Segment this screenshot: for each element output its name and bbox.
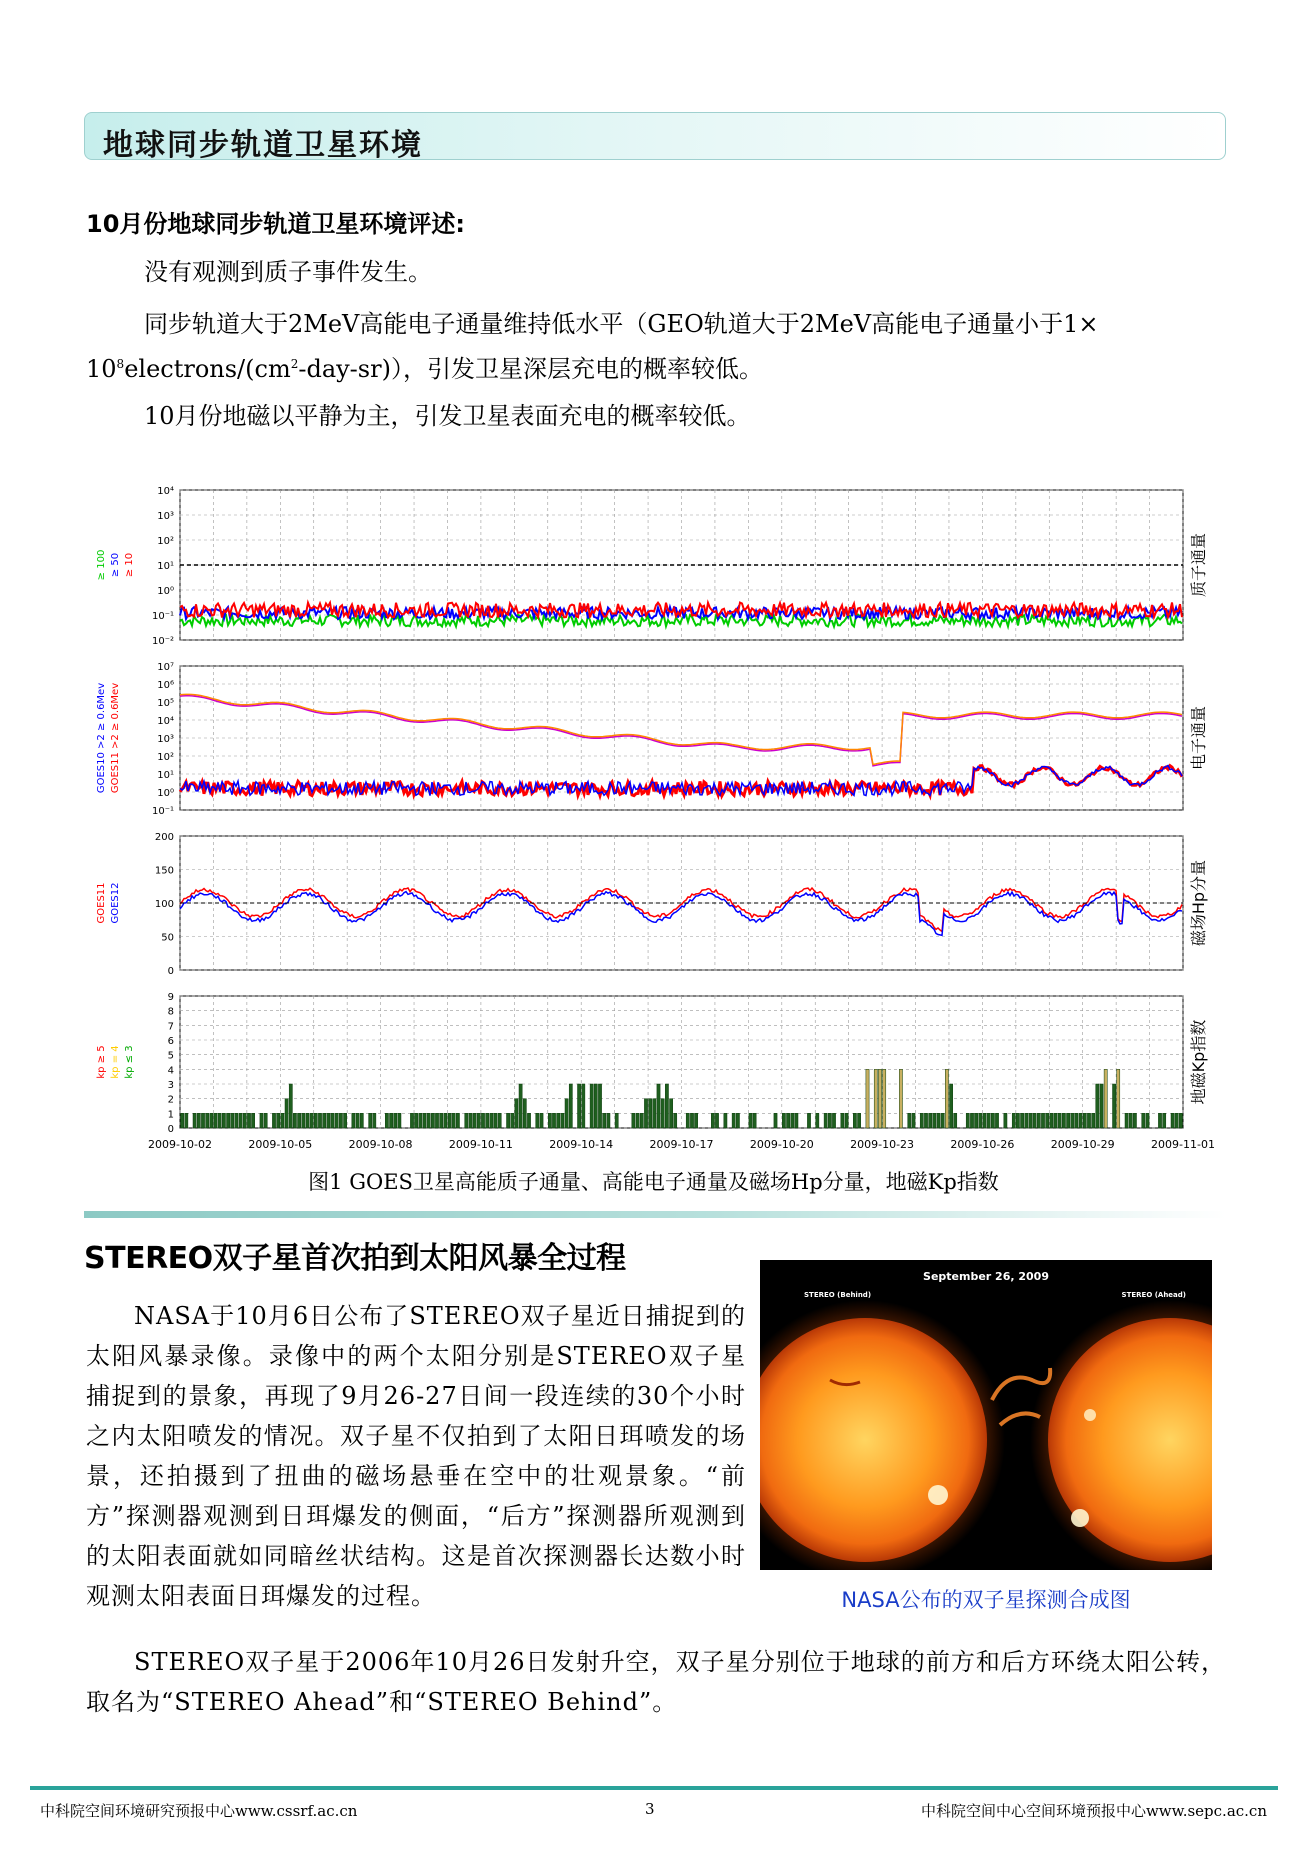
kp-bar	[369, 1113, 372, 1128]
kp-bar	[987, 1113, 990, 1128]
kp-bar	[356, 1113, 359, 1128]
kp-bar	[456, 1113, 459, 1128]
x-date-label: 2009-10-23	[850, 1138, 915, 1151]
kp-bar	[390, 1113, 393, 1128]
kp-bar	[598, 1084, 601, 1128]
x-date-label: 2009-10-02	[148, 1138, 212, 1151]
kp-bar	[991, 1113, 994, 1128]
kp-bar	[552, 1113, 555, 1128]
kp-bar	[277, 1113, 280, 1128]
kp-bar	[511, 1113, 514, 1128]
goes-figure	[84, 480, 1224, 1160]
kp-bar	[853, 1113, 856, 1128]
kp-bar	[293, 1113, 296, 1128]
kp-bar	[640, 1113, 643, 1128]
y-tick-label: 10⁻¹	[151, 806, 174, 817]
stereo-paragraph-2: STEREO双子星于2006年10月26日发射升空，双子星分别位于地球的前方和后方环绕太阳公转，取名为“STEREO Ahead”和“STEREO Behind”。	[86, 1648, 1226, 1716]
kp-bar	[1171, 1113, 1174, 1128]
section-divider	[84, 1211, 1226, 1218]
kp-bar	[486, 1113, 489, 1128]
y-tick-label: 10⁰	[157, 586, 174, 597]
photo-label-behind: STEREO (Behind)	[804, 1291, 872, 1299]
kp-bar	[523, 1099, 526, 1128]
kp-bar	[945, 1069, 948, 1128]
panel-legend-entry: GOES11	[96, 882, 107, 924]
y-tick-label: 10⁴	[157, 716, 174, 727]
y-tick-label: 10⁰	[157, 788, 174, 799]
kp-bar	[272, 1113, 275, 1128]
kp-bar	[448, 1113, 451, 1128]
kp-bar	[653, 1099, 656, 1128]
kp-bar	[644, 1099, 647, 1128]
kp-bar	[540, 1113, 543, 1128]
kp-bar	[670, 1099, 673, 1128]
kp-bar	[632, 1113, 635, 1128]
review-heading: 10月份地球同步轨道卫星环境评述:	[86, 210, 465, 238]
y-tick-label: 10³	[157, 511, 174, 522]
kp-bar	[924, 1113, 927, 1128]
kp-bar	[975, 1113, 978, 1128]
kp-bar	[1054, 1113, 1057, 1128]
kp-bar	[444, 1113, 447, 1128]
y-tick-label: 10⁻²	[151, 636, 174, 647]
panel-right-label: 质子通量	[1189, 532, 1208, 598]
kp-bar	[970, 1113, 973, 1128]
kp-bar	[423, 1113, 426, 1128]
kp-bar	[515, 1099, 518, 1128]
kp-bar	[431, 1113, 434, 1128]
x-date-label: 2009-10-11	[448, 1138, 513, 1151]
panel-legend-entry: kp ≤ 3	[124, 1045, 135, 1079]
kp-bar	[1058, 1113, 1061, 1128]
kp-bar	[1129, 1113, 1132, 1128]
kp-bar	[285, 1099, 288, 1128]
sun-ahead-small-spot	[1084, 1409, 1096, 1421]
kp-bar	[548, 1113, 551, 1128]
kp-bar	[749, 1113, 752, 1128]
kp-bar	[695, 1113, 698, 1128]
kp-bar	[661, 1099, 664, 1128]
kp-bar	[239, 1113, 242, 1128]
kp-bar	[858, 1113, 861, 1128]
y-tick-label: 10²	[157, 752, 174, 763]
review-paragraph-1: 没有观测到质子事件发生。	[144, 258, 432, 286]
kp-bar	[791, 1113, 794, 1128]
kp-bar	[298, 1113, 301, 1128]
y-tick-label: 6	[167, 1036, 174, 1047]
y-tick-label: 0	[167, 1124, 174, 1135]
kp-bar	[281, 1113, 284, 1128]
kp-bar	[264, 1113, 267, 1128]
kp-bar	[736, 1113, 739, 1128]
figure-caption: 图1 GOES卫星高能质子通量、高能电子通量及磁场Hp分量，地磁Kp指数	[308, 1170, 999, 1194]
kp-bar	[1142, 1113, 1145, 1128]
flux-exponent: 8	[116, 357, 125, 371]
panel-right-label: 地磁Kp指数	[1189, 1019, 1208, 1105]
kp-bar	[314, 1113, 317, 1128]
x-date-label: 2009-10-20	[749, 1138, 814, 1151]
kp-bar	[557, 1113, 560, 1128]
kp-bar	[465, 1113, 468, 1128]
panel-legend-entry: ≥ 10	[124, 552, 135, 578]
kp-bar	[832, 1113, 835, 1128]
sun-images	[760, 1260, 1212, 1570]
kp-bar	[1079, 1113, 1082, 1128]
panel-legend-entry: kp = 4	[110, 1045, 121, 1079]
photo-caption: NASA公布的双子星探测合成图	[841, 1588, 1131, 1612]
kp-bar	[339, 1113, 342, 1128]
kp-bar	[603, 1113, 606, 1128]
y-tick-label: 10⁴	[157, 486, 174, 497]
kp-bar	[201, 1113, 204, 1128]
kp-bar	[231, 1113, 234, 1128]
kp-bar	[950, 1084, 953, 1128]
flux-unit: electrons/(cm	[124, 355, 291, 383]
kp-bar	[866, 1069, 869, 1128]
kp-bar	[657, 1084, 660, 1128]
kp-bar	[427, 1113, 430, 1128]
kp-bar	[828, 1113, 831, 1128]
y-tick-label: 10²	[157, 536, 174, 547]
kp-bar	[235, 1113, 238, 1128]
panel-legend-entry: ≥ 50	[110, 552, 121, 578]
kp-bar	[954, 1113, 957, 1128]
y-tick-label: 150	[154, 865, 174, 877]
kp-bar	[1041, 1113, 1044, 1128]
kp-bar	[1104, 1069, 1107, 1128]
unit-exponent: 2	[290, 357, 299, 371]
panel-legend-entry: GOES10 >2 ≥ 0.6Mev	[96, 682, 107, 794]
footer-left: 中科院空间环境研究预报中心www.cssrf.ac.cn	[40, 1802, 358, 1820]
kp-bar	[1004, 1113, 1007, 1128]
kp-bar	[878, 1069, 881, 1128]
y-tick-label: 0	[167, 966, 174, 977]
kp-bar	[594, 1084, 597, 1128]
kp-bar	[1179, 1113, 1182, 1128]
kp-bar	[578, 1084, 581, 1128]
kp-bar	[477, 1113, 480, 1128]
kp-bar	[824, 1113, 827, 1128]
kp-bar	[252, 1113, 255, 1128]
kp-bar	[582, 1084, 585, 1128]
y-tick-label: 10³	[157, 734, 174, 745]
y-tick-label: 10¹	[157, 561, 174, 572]
stereo-paragraph: NASA于10月6日公布了STEREO双子星近日捕捉到的太阳风暴录像。录像中的两个太阳分别是STEREO双子星捕捉到的景象，再现了9月26-27日间一段连续的30个小时之内太阳喷发的情况。双子星不仅拍到了太阳日珥喷发的场景，还拍摄到了扭曲的磁场悬垂在空中的壮观景象。“前方”探测器观测到日珥爆发的侧面，“后方”探测器所观测到的太阳表面就如同暗丝状结构。这是首次探测器长达数小时观测太阳表面日珥爆发的过程。	[86, 1302, 746, 1610]
kp-bar	[615, 1113, 618, 1128]
kp-bar	[1092, 1113, 1095, 1128]
y-tick-label: 4	[167, 1065, 174, 1077]
y-tick-label: 1	[167, 1109, 174, 1121]
sun-ahead-bright-spot	[1071, 1509, 1089, 1527]
kp-bar	[569, 1084, 572, 1128]
kp-bar	[1075, 1113, 1078, 1128]
footer-right: 中科院空间中心空间环境预报中心www.sepc.ac.cn	[920, 1802, 1267, 1820]
kp-bar	[507, 1113, 510, 1128]
kp-bar	[1083, 1113, 1086, 1128]
kp-bar	[941, 1113, 944, 1128]
kp-bar	[1133, 1113, 1136, 1128]
y-tick-label: 2	[167, 1094, 174, 1106]
kp-bar	[1146, 1113, 1149, 1128]
kp-bar	[1113, 1084, 1116, 1128]
kp-bar	[490, 1113, 493, 1128]
photo-label-ahead: STEREO (Ahead)	[1121, 1291, 1186, 1299]
y-tick-label: 10⁻¹	[151, 611, 174, 622]
x-date-label: 2009-10-26	[950, 1138, 1015, 1151]
kp-bar	[352, 1113, 355, 1128]
page-number: 3	[645, 1800, 655, 1818]
kp-bar	[841, 1113, 844, 1128]
panel-legend-entry: kp ≥ 5	[96, 1045, 107, 1079]
x-date-label: 2009-10-29	[1050, 1138, 1115, 1151]
kp-bar	[210, 1113, 213, 1128]
kp-bar	[360, 1113, 363, 1128]
kp-bar	[795, 1113, 798, 1128]
panel-right-label: 磁场Hp分量	[1189, 859, 1208, 947]
kp-bar	[565, 1099, 568, 1128]
kp-bar	[344, 1113, 347, 1128]
kp-bar	[1067, 1113, 1070, 1128]
kp-bar	[711, 1113, 714, 1128]
kp-bar	[415, 1113, 418, 1128]
kp-bar	[243, 1113, 246, 1128]
panel-legend-entry: ≥ 100	[96, 549, 107, 581]
x-date-label: 2009-11-01	[1151, 1138, 1215, 1151]
y-tick-label: 10¹	[157, 770, 174, 781]
kp-bar	[1046, 1113, 1049, 1128]
kp-bar	[979, 1113, 982, 1128]
x-date-label: 2009-10-14	[549, 1138, 614, 1151]
kp-bar	[908, 1113, 911, 1128]
kp-bar	[440, 1113, 443, 1128]
kp-bar	[473, 1113, 476, 1128]
kp-bar	[1021, 1113, 1024, 1128]
kp-bar	[214, 1113, 217, 1128]
kp-bar	[410, 1113, 413, 1128]
review-paragraph-2-line-1: 同步轨道大于2MeV高能电子通量维持低水平（GEO轨道大于2MeV高能电子通量小于1×	[144, 310, 1099, 338]
kp-bar	[398, 1113, 401, 1128]
flux-unit-tail: -day-sr)），引发卫星深层充电的概率较低。	[298, 355, 763, 383]
kp-bar	[845, 1113, 848, 1128]
kp-bar	[498, 1113, 501, 1128]
kp-bar	[318, 1113, 321, 1128]
kp-bar	[527, 1113, 530, 1128]
footer-line	[30, 1786, 1278, 1790]
kp-bar	[995, 1113, 998, 1128]
kp-bar	[494, 1113, 497, 1128]
kp-bar	[1158, 1113, 1161, 1128]
kp-bar	[933, 1113, 936, 1128]
kp-bar	[222, 1113, 225, 1128]
y-tick-label: 10⁵	[157, 698, 174, 709]
panel-legend-entry: GOES12	[110, 882, 121, 924]
kp-bar	[469, 1113, 472, 1128]
kp-bar	[385, 1113, 388, 1128]
x-date-label: 2009-10-17	[649, 1138, 714, 1151]
kp-bar	[816, 1113, 819, 1128]
y-tick-label: 5	[167, 1050, 174, 1062]
section-title: 地球同步轨道卫星环境	[103, 128, 423, 163]
kp-bar	[1175, 1113, 1178, 1128]
stereo-photo	[760, 1260, 1212, 1570]
x-date-label: 2009-10-08	[348, 1138, 413, 1151]
kp-bar	[1037, 1113, 1040, 1128]
kp-bar	[193, 1113, 196, 1128]
kp-bar	[218, 1113, 221, 1128]
kp-bar	[1096, 1084, 1099, 1128]
kp-bar	[419, 1113, 422, 1128]
kp-bar	[1125, 1113, 1128, 1128]
y-tick-label: 200	[154, 832, 174, 843]
kp-bar	[394, 1113, 397, 1128]
kp-bar	[206, 1113, 209, 1128]
kp-bar	[912, 1113, 915, 1128]
kp-bar	[665, 1084, 668, 1128]
kp-bar	[327, 1113, 330, 1128]
y-tick-label: 7	[167, 1021, 174, 1033]
kp-bar	[1012, 1113, 1015, 1128]
kp-bar	[306, 1113, 309, 1128]
review-paragraph-3: 10月份地磁以平静为主，引发卫星表面充电的概率较低。	[144, 402, 751, 430]
y-tick-label: 10⁶	[157, 680, 174, 691]
kp-bar	[331, 1113, 334, 1128]
y-tick-label: 3	[167, 1080, 174, 1091]
kp-bar	[289, 1084, 292, 1128]
kp-bar	[302, 1113, 305, 1128]
kp-bar	[310, 1113, 313, 1128]
section-banner	[84, 112, 1226, 163]
y-tick-label: 10⁷	[157, 662, 174, 673]
kp-bar	[607, 1113, 610, 1128]
y-tick-label: 100	[154, 899, 174, 910]
x-date-label: 2009-10-05	[248, 1138, 313, 1151]
kp-bar	[966, 1113, 969, 1128]
kp-bar	[335, 1113, 338, 1128]
kp-bar	[519, 1084, 522, 1128]
kp-bar	[753, 1113, 756, 1128]
kp-bar	[590, 1084, 593, 1128]
kp-bar	[1163, 1113, 1166, 1128]
kp-bar	[481, 1113, 484, 1128]
stereo-heading: STEREO双子星首次拍到太阳风暴全过程	[84, 1241, 626, 1276]
kp-bar	[181, 1113, 184, 1128]
kp-bar	[937, 1113, 940, 1128]
kp-bar	[1087, 1113, 1090, 1128]
kp-bar	[452, 1113, 455, 1128]
kp-bar	[1016, 1113, 1019, 1128]
kp-bar	[674, 1113, 677, 1128]
kp-bar	[1071, 1113, 1074, 1128]
kp-bar	[1050, 1113, 1053, 1128]
kp-bar	[185, 1113, 188, 1128]
kp-bar	[1025, 1113, 1028, 1128]
kp-bar	[649, 1099, 652, 1128]
kp-bar	[561, 1113, 564, 1128]
kp-bar	[323, 1113, 326, 1128]
kp-bar	[536, 1113, 539, 1128]
kp-bar	[920, 1113, 923, 1128]
y-tick-label: 50	[161, 932, 174, 944]
kp-bar	[732, 1113, 735, 1128]
kp-bar	[1029, 1113, 1032, 1128]
kp-bar	[874, 1069, 877, 1128]
kp-bar	[929, 1113, 932, 1128]
kp-bar	[197, 1113, 200, 1128]
kp-bar	[782, 1113, 785, 1128]
kp-bar	[807, 1113, 810, 1128]
kp-bar	[247, 1113, 250, 1128]
kp-bar	[787, 1113, 790, 1128]
kp-bar	[1033, 1113, 1036, 1128]
kp-bar	[1117, 1069, 1120, 1128]
y-tick-label: 9	[167, 992, 174, 1003]
kp-bar	[227, 1113, 230, 1128]
sun-behind-bright-spot	[928, 1485, 948, 1505]
y-tick-label: 8	[167, 1006, 174, 1018]
kp-bar	[899, 1069, 902, 1128]
kp-bar	[435, 1113, 438, 1128]
kp-bar	[260, 1113, 263, 1128]
kp-bar	[690, 1113, 693, 1128]
kp-bar	[774, 1113, 777, 1128]
kp-bar	[1100, 1084, 1103, 1128]
kp-bar	[883, 1069, 886, 1128]
kp-bar	[983, 1113, 986, 1128]
kp-bar	[636, 1113, 639, 1128]
kp-bar	[715, 1113, 718, 1128]
kp-bar	[686, 1113, 689, 1128]
photo-date: September 26, 2009	[923, 1270, 1049, 1283]
kp-bar	[724, 1113, 727, 1128]
kp-bar	[1062, 1113, 1065, 1128]
review-paragraph-2-line-2	[86, 344, 763, 389]
kp-bar	[373, 1113, 376, 1128]
panel-right-label: 电子通量	[1189, 705, 1208, 771]
panel-legend-entry: GOES11 >2 ≥ 0.6Mev	[110, 682, 121, 794]
flux-base: 10	[86, 355, 117, 383]
